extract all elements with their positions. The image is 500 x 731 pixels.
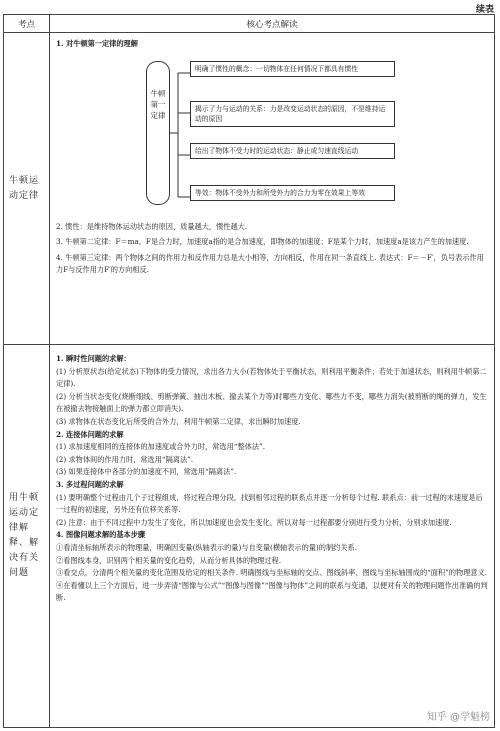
table-header-row — [4, 15, 495, 33]
kp-cell-newton: 牛顿运动定律 — [4, 33, 50, 345]
list-item: (1) 求加速度相同的连接体的加速度或合外力时，常选用“整体法”. — [56, 442, 265, 452]
center-label: 牛顿第一定律 — [150, 88, 166, 120]
list-item: (1) 分析原状态(给定状态)下物体的受力情况，求出各力大小(若物体处于平衡状态，则利用平衡条件；若处于加速状态，则利用牛顿第二定律). — [56, 366, 487, 389]
list-item: ①看清坐标轴所表示的物理量，明确因变量(纵轴表示的量)与自变量(横轴表示的量)的制约关系. — [56, 542, 358, 552]
list-item: ③看交点，分清两个相关量的变化范围及给定的相关条件. 明确图线与坐标轴的交点、图线斜率、图线与坐标轴围成的“面积”的物理意义. — [56, 568, 488, 578]
list-item: (2) 注意：由于不同过程中力发生了变化，所以加速度也会发生变化，所以对每一过程都要分别进行受力分析，分别求加速度. — [56, 517, 452, 527]
diagram-box: 等效：物体不受外力和所受外力的合力为零在效果上等效 — [190, 185, 395, 201]
list-item: (2) 分析当状态变化(烧断细线、剪断弹簧、抽出木板、撤去某个力等)时哪些力变化、哪些力不变，哪些力消失(被剪断的绳的弹力，发生在被撤去物接触面上的弹力都立即消失). — [56, 391, 487, 414]
content-cell-application — [50, 345, 495, 728]
list-item: 3. 多过程问题的求解 — [56, 479, 124, 489]
list-item: (3) 求物体在状态变化后所受的合外力，利用牛顿第二定律，求出瞬时加速度. — [56, 416, 301, 426]
list-item: ②看图线本身，识别两个相关量的变化趋势，从而分析具体的物理过程. — [56, 555, 282, 565]
diagram-box: 明确了惯性的概念：一切物体在任何情况下都具有惯性 — [190, 61, 395, 77]
table-row — [4, 33, 495, 345]
list-item: 2. 惯性：是维持物体运动状态的原因，质量越大，惯性越大. — [56, 221, 248, 231]
table-row — [4, 345, 495, 728]
list-item: 4. 图像问题求解的基本步骤 — [56, 530, 146, 540]
list-item: ④在看懂以上三个方面后，进一步弄清“图像与公式”“图像与图像”“图像与物体”之间的联系与变通，以便对有关的物理问题作出准确的判断. — [56, 580, 488, 603]
list-item: 4. 牛顿第三定律：两个物体之间的作用力和反作用力总是大小相等，方向相反，作用在同一条直线上. 表达式：F＝－F′，负号表示作用力F与反作用力F′的方向相反. — [56, 252, 484, 275]
first-law-diagram — [146, 51, 488, 217]
list-item: (3) 如果连接体中各部分的加速度不同，常选用“隔离法”. — [56, 467, 237, 477]
section-title: 1. 对牛顿第一定律的理解 — [56, 39, 138, 48]
list-item: 3. 牛顿第二定律：F＝ma，F是合力时，加速度a指的是合加速度，即物体的加速度；F是某个力时，加速度a是该力产生的加速度. — [56, 237, 469, 247]
knowledge-table — [3, 14, 495, 728]
list-item: 1. 瞬时性问题的求解： — [56, 354, 131, 363]
list-item: (2) 求物体间的作用力时，常选用“隔离法”. — [56, 454, 194, 464]
kp-cell-application: 用牛顿运动定律解释、解决有关问题 — [4, 345, 50, 728]
column-header-content: 核心考点解读 — [50, 15, 495, 33]
column-header-kp: 考点 — [4, 15, 50, 33]
continued-label: 续表 — [475, 5, 494, 15]
list-item: 2. 连接体问题的求解 — [56, 429, 124, 439]
diagram-box: 给出了物体不受力时的运动状态：静止或匀速直线运动 — [190, 143, 395, 159]
watermark: 知乎 @学魁榜 — [426, 712, 490, 723]
connector-brace — [146, 51, 192, 217]
content-cell-newton — [50, 33, 495, 345]
diagram-box: 揭示了力与运动的关系：力是改变运动状态的原因，不是维持运动的原因 — [190, 101, 395, 127]
list-item: (1) 要明确整个过程由几个子过程组成，将过程合理分段，找到相邻过程的联系点并逐一分析每个过程. 联系点：前一过程的末速度是后一过程的初速度，另外还有位移关系等. — [56, 492, 483, 515]
